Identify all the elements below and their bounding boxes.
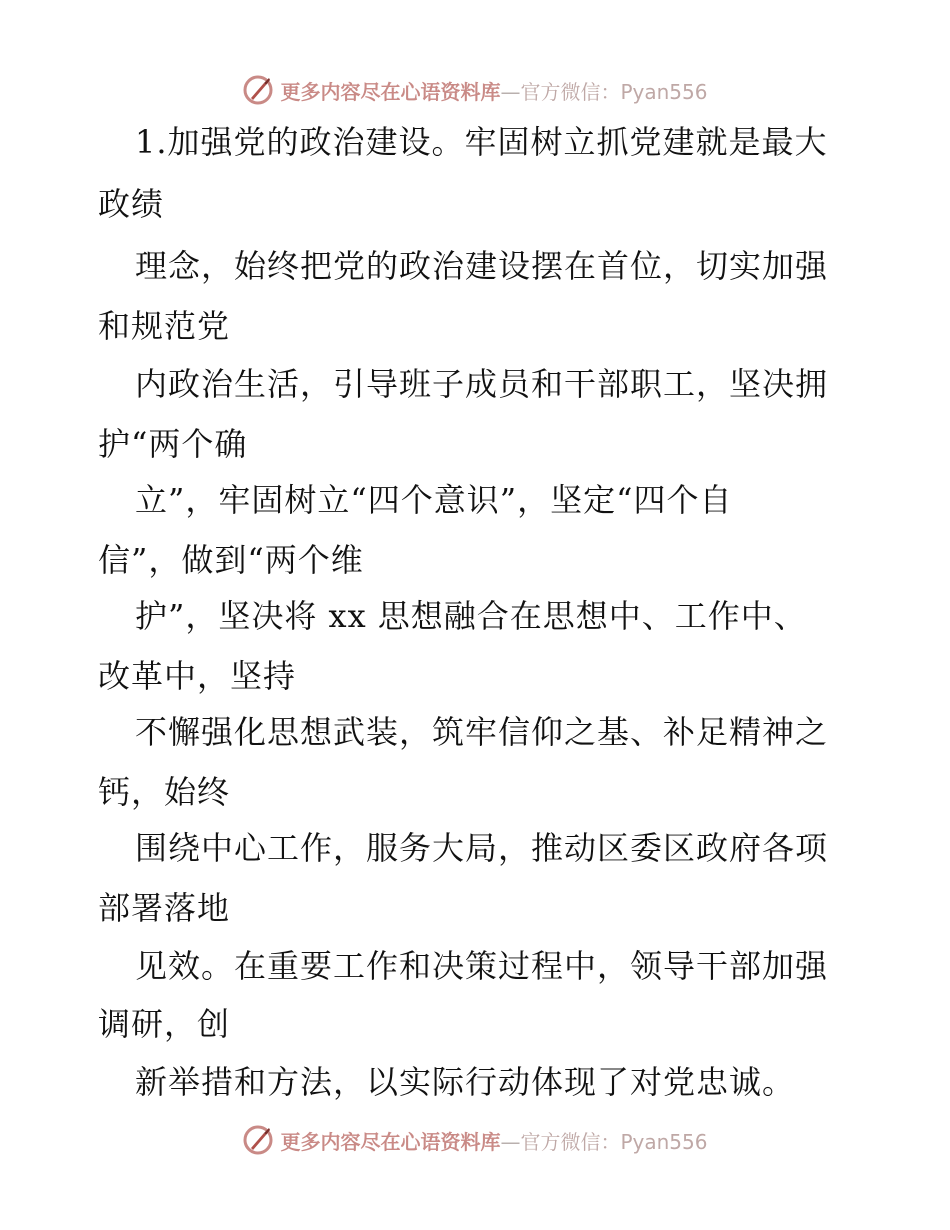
quill-pen-logo-icon [242,1124,274,1156]
header-banner-dash: — [500,79,521,104]
body-line-7: 立”，牢固树立“四个意识”，坚定“四个自 [135,481,733,519]
footer-watermark-banner [0,1120,950,1160]
body-line-8: 信”，做到“两个维 [98,541,364,579]
footer-banner-text [280,1126,707,1155]
body-line-6: 护“两个确 [98,425,248,463]
body-line-15: 见效。在重要工作和决策过程中，领导干部加强 [135,947,829,985]
body-line-3: 理念，始终把党的政治建设摆在首位，切实加强 [135,247,829,285]
header-banner-contact: 官方微信：Pyan556 [520,79,708,104]
footer-banner-dash: — [500,1129,521,1154]
footer-banner-main: 更多内容尽在心语资料库 [280,1129,501,1154]
body-line-1: 1.加强党的政治建设。牢固树立抓党建就是最大 [135,123,828,161]
body-line-13: 围绕中心工作，服务大局，推动区委区政府各项 [135,829,829,867]
body-line-14: 部署落地 [98,889,231,927]
body-line-9: 护”，坚决将 xx 思想融合在思想中、工作中、 [135,597,807,635]
body-line-2: 政绩 [98,185,165,223]
body-line-5: 内政治生活，引导班子成员和干部职工，坚决拥 [135,365,829,403]
body-line-10: 改革中，坚持 [98,657,297,695]
header-watermark-banner [0,70,950,110]
body-line-11: 不懈强化思想武装，筑牢信仰之基、补足精神之 [135,713,829,751]
body-line-4: 和规范党 [98,307,231,345]
quill-pen-logo-icon [242,74,274,106]
header-banner-main: 更多内容尽在心语资料库 [280,79,501,104]
header-banner-text [280,76,707,105]
body-line-17: 新举措和方法，以实际行动体现了对党忠诚。 [135,1063,796,1101]
body-line-16: 调研，创 [98,1005,231,1043]
footer-banner-contact: 官方微信：Pyan556 [520,1129,708,1154]
body-line-12: 钙，始终 [98,773,231,811]
